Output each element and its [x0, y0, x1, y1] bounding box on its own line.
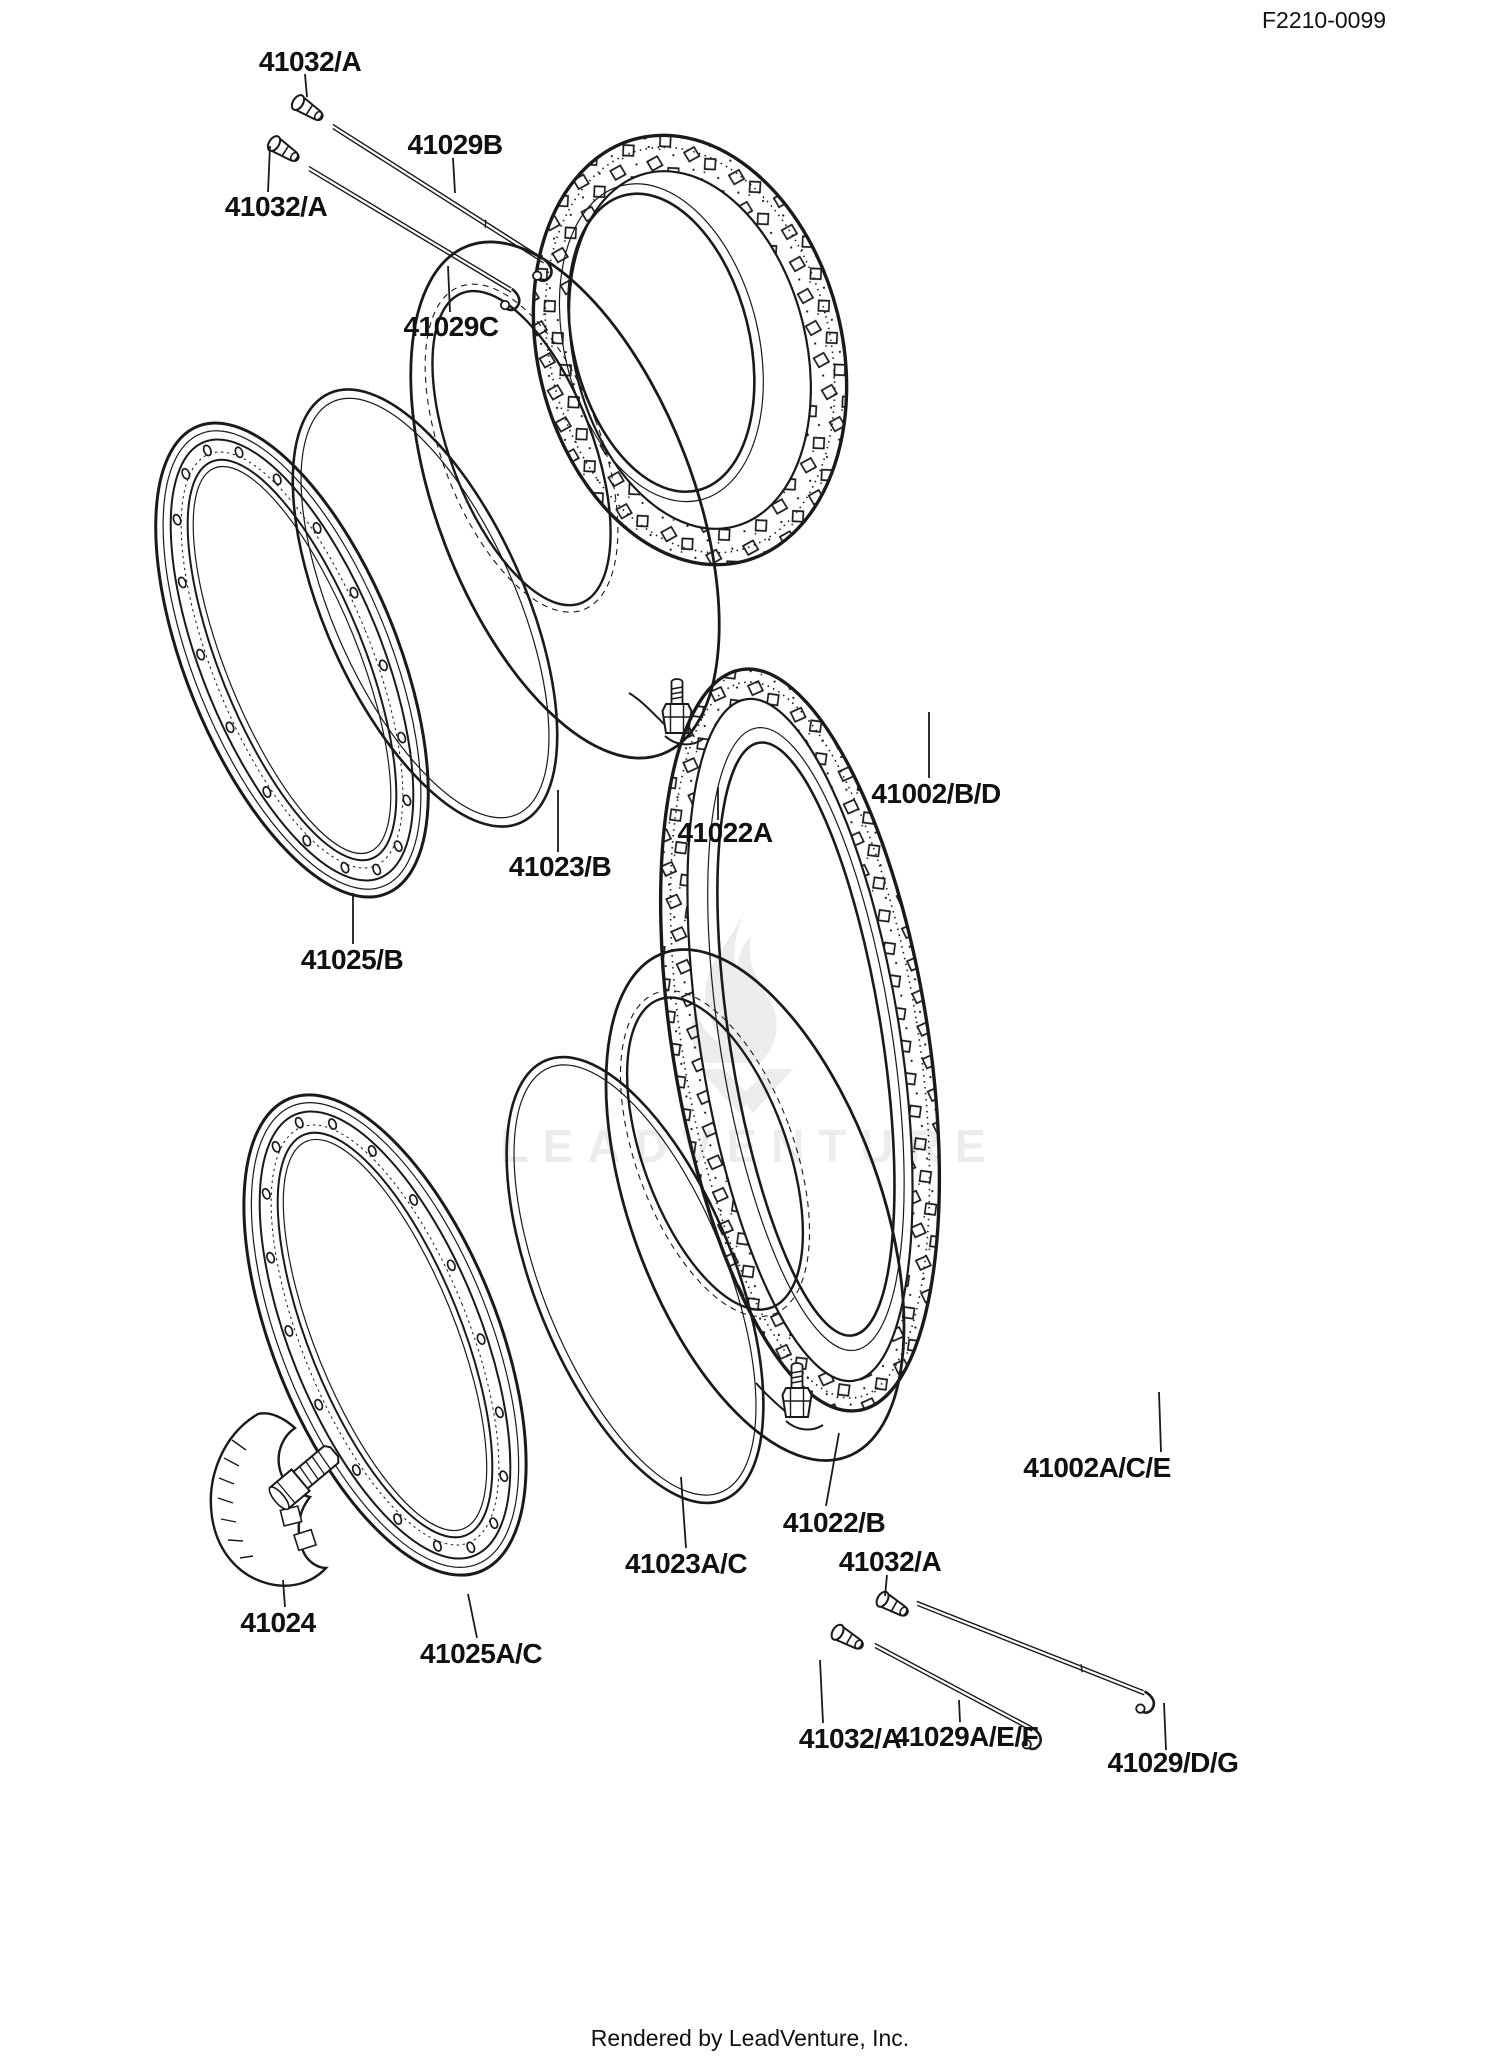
label-band-front: 41023/B — [508, 851, 612, 882]
label-spoke-top-inner: 41029C — [403, 311, 499, 342]
label-rim-lock: 41024 — [240, 1607, 316, 1638]
label-tire-rear: 41002A/C/E — [1023, 1452, 1171, 1483]
label-nipple-rear-2: 41032/A — [798, 1723, 902, 1754]
footer-credit: Rendered by LeadVenture, Inc. — [590, 2025, 910, 2051]
label-spoke-rear-a: 41029A/E/F — [893, 1721, 1039, 1752]
label-tire-front: 41002/B/D — [871, 778, 1001, 809]
label-rim-rear: 41025A/C — [419, 1638, 543, 1669]
label-nipple-top-1: 41032/A — [258, 46, 362, 77]
watermark-text: LEADVENTURE — [500, 1120, 1000, 1172]
label-nipple-top-2: 41032/A — [224, 191, 328, 222]
label-nipple-rear-1: 41032/A — [838, 1546, 942, 1577]
label-band-rear: 41023A/C — [624, 1548, 748, 1579]
label-tube-rear: 41022/B — [782, 1507, 886, 1538]
label-tube-front: 41022A — [677, 817, 773, 848]
label-spoke-rear-b: 41029/D/G — [1107, 1747, 1239, 1778]
label-rim-front: 41025/B — [300, 944, 404, 975]
label-spoke-top-outer: 41029B — [407, 129, 503, 160]
diagram-code: F2210-0099 — [1262, 7, 1387, 33]
